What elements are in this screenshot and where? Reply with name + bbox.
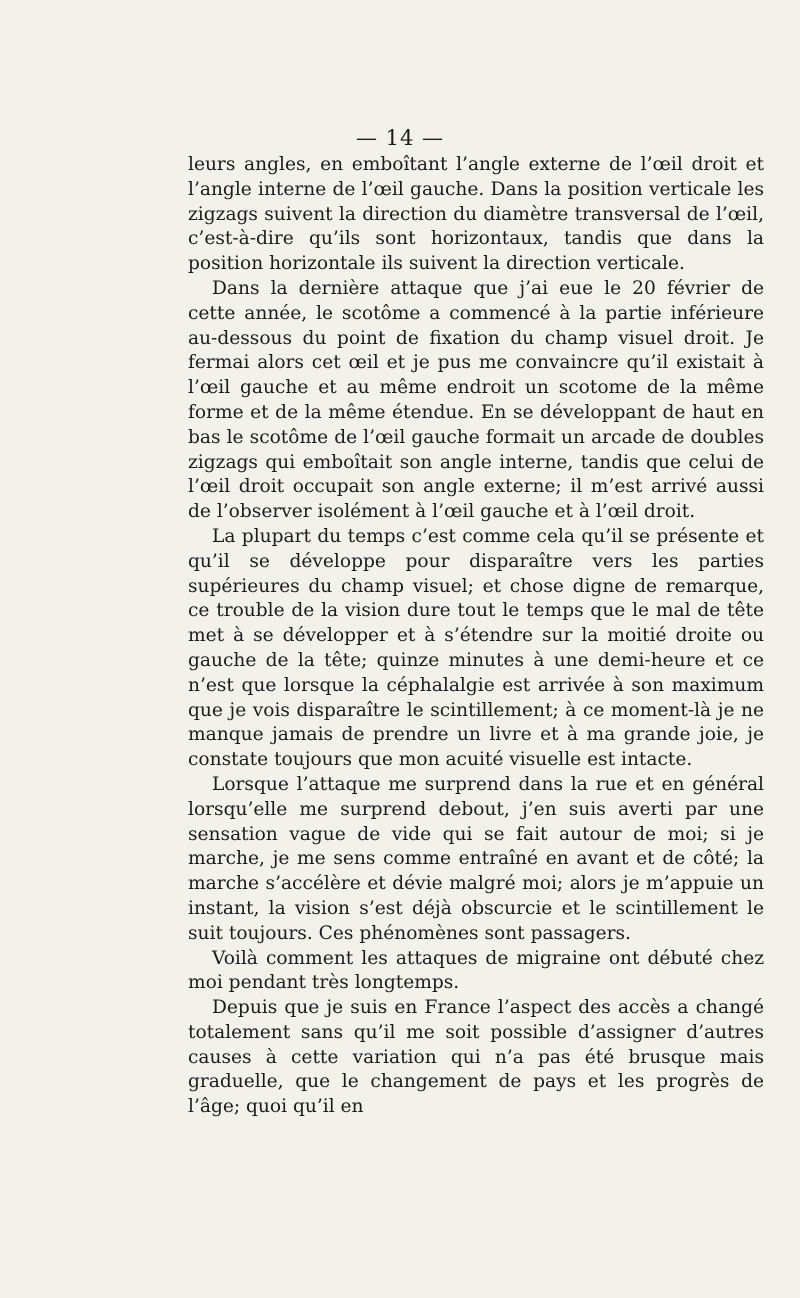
paragraph-development: La plupart du temps c’est comme cela qu’il se présente et qu’il se développe pour disparaître vers les parties supérieures du champ visuel; et chose digne de remarque, ce trouble de la vision dure tout le temps que le mal de tête met à se développer et à s’étendre sur la moitié droite ou gauche de la tête; quinze minutes à une demi-heure et ce n’est que lorsque la céphalalgie est arrivée à son maximum que je vois disparaître le scintillement; à ce moment-là je ne manque jamais de prendre un livre et à ma grande joie, je constate toujours que mon acuité visuelle est intacte.: [188, 525, 764, 771]
paragraph-migraine-onset: Voilà comment les attaques de migraine ont débuté chez moi pendant très longtemps.: [188, 947, 764, 994]
paragraph-last-attack: Dans la dernière attaque que j’ai eue le 20 février de cette année, le scotôme a commencé à la partie inférieure au-dessous du point de fixation du champ visuel droit. Je fermai alors cet œil et je pus me convaincre qu’il existait à l’œil gauche et au même endroit un scotome de la même forme et de la même étendue. En se développant de haut en bas le scotôme de l’œil gauche formait un arcade de doubles zigzags qui emboîtait son angle interne, tandis que celui de l’œil droit occupait son angle externe; il m’est arrivé aussi de l’observer isolément à l’œil gauche et à l’œil droit.: [188, 277, 764, 523]
paragraph-continuation: leurs angles, en emboîtant l’angle externe de l’œil droit et l’angle interne de l’œil gauche. Dans la position verticale les zigzags suivent la direction du diamètre transversal de l’œil, c’est-à-dire qu’ils sont horizontaux, tandis que dans la position horizontale ils suivent la direction verticale.: [188, 154, 764, 275]
paragraph-street-attack: Lorsque l’attaque me surprend dans la rue et en général lorsqu’elle me surprend debout, j’en suis averti par une sensation vague de vide qui se fait autour de moi; si je marche, je me sens comme entraîné en avant et de côté; la marche s’accélère et dévie malgré moi; alors je m’appuie un instant, la vision s’est déjà obscurcie et le scintillement le suit toujours. Ces phénomènes sont passagers.: [188, 773, 764, 944]
page-number: — 14 —: [355, 126, 445, 150]
body-text: [188, 153, 764, 1120]
paragraph-france: Depuis que je suis en France l’aspect des accès a changé totalement sans qu’il me soit possible d’assigner d’autres causes à cette variation qui n’a pas été brusque mais graduelle, que le changement de pays et les progrès de l’âge; quoi qu’il en: [188, 997, 764, 1118]
